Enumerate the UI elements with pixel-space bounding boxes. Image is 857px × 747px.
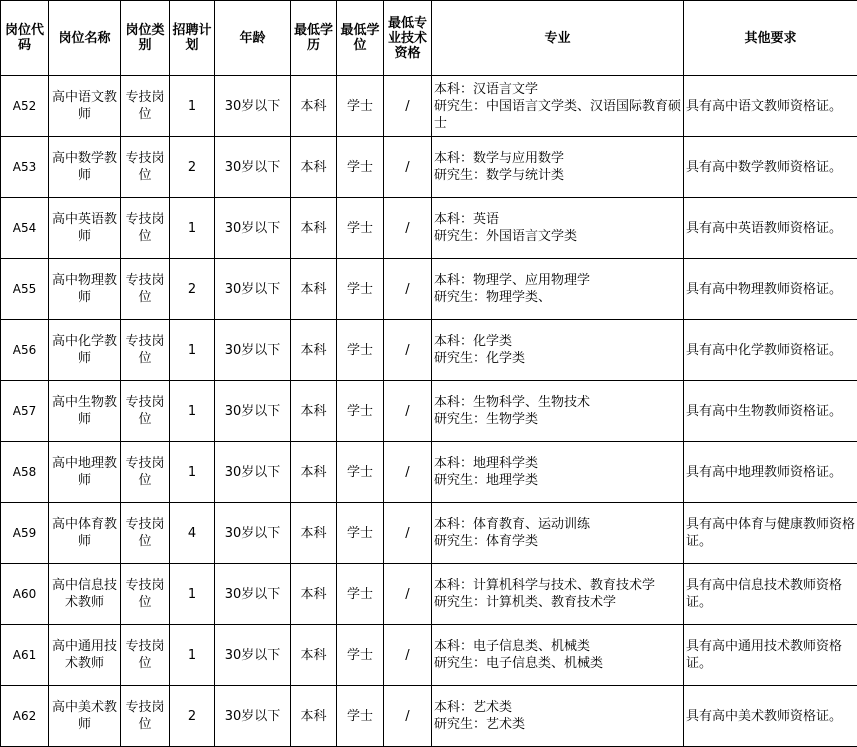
job-name-cell: 高中美术教师 [49,686,121,747]
qualification-cell: / [384,442,432,503]
major-cell [432,381,684,442]
other-requirement-cell: 具有高中信息技术教师资格证。 [684,564,857,625]
major-line: 本科：汉语言文学 [434,81,681,98]
job-code-cell: A57 [1,381,49,442]
major-line: 研究生：中国语言文学类、汉语国际教育硕士 [434,98,681,132]
other-requirement-cell: 具有高中语文教师资格证。 [684,76,857,137]
job-code-cell: A52 [1,76,49,137]
major-line: 研究生：体育学类 [434,533,681,550]
recruit-plan-cell: 1 [170,320,215,381]
recruit-plan-cell: 2 [170,259,215,320]
header-age: 年龄 [215,1,291,76]
qualification-cell: / [384,76,432,137]
job-code-cell: A53 [1,137,49,198]
table-row [1,320,857,381]
table-row [1,137,857,198]
job-category-cell: 专技岗位 [121,259,170,320]
qualification-cell: / [384,625,432,686]
major-line: 本科：化学类 [434,333,681,350]
recruit-plan-cell: 1 [170,625,215,686]
major-line: 本科：物理学、应用物理学 [434,272,681,289]
education-cell: 本科 [291,320,337,381]
recruit-plan-cell: 4 [170,503,215,564]
education-cell: 本科 [291,625,337,686]
job-category-cell: 专技岗位 [121,381,170,442]
job-code-cell: A59 [1,503,49,564]
major-line: 本科：体育教育、运动训练 [434,516,681,533]
major-line: 本科：地理科学类 [434,455,681,472]
recruit-plan-cell: 1 [170,381,215,442]
job-category-cell: 专技岗位 [121,76,170,137]
table-row [1,381,857,442]
age-cell: 30岁以下 [215,564,291,625]
major-cell [432,625,684,686]
recruit-plan-cell: 1 [170,564,215,625]
qualification-cell: / [384,137,432,198]
recruit-plan-cell: 1 [170,76,215,137]
header-category: 岗位类别 [121,1,170,76]
major-line: 研究生：生物学类 [434,411,681,428]
major-line: 研究生：电子信息类、机械类 [434,655,681,672]
major-line: 研究生：地理学类 [434,472,681,489]
degree-cell: 学士 [337,259,384,320]
job-name-cell: 高中英语教师 [49,198,121,259]
qualification-cell: / [384,259,432,320]
degree-cell: 学士 [337,320,384,381]
table-row [1,198,857,259]
recruit-plan-cell: 2 [170,137,215,198]
major-line: 本科：数学与应用数学 [434,150,681,167]
job-category-cell: 专技岗位 [121,442,170,503]
job-code-cell: A56 [1,320,49,381]
age-cell: 30岁以下 [215,442,291,503]
education-cell: 本科 [291,259,337,320]
degree-cell: 学士 [337,198,384,259]
major-line: 本科：电子信息类、机械类 [434,638,681,655]
header-degree: 最低学位 [337,1,384,76]
major-cell [432,442,684,503]
header-plan: 招聘计划 [170,1,215,76]
job-code-cell: A61 [1,625,49,686]
education-cell: 本科 [291,686,337,747]
major-line: 本科：生物科学、生物技术 [434,394,681,411]
other-requirement-cell: 具有高中美术教师资格证。 [684,686,857,747]
age-cell: 30岁以下 [215,137,291,198]
job-category-cell: 专技岗位 [121,137,170,198]
age-cell: 30岁以下 [215,381,291,442]
other-requirement-cell: 具有高中生物教师资格证。 [684,381,857,442]
other-requirement-cell: 具有高中数学教师资格证。 [684,137,857,198]
other-requirement-cell: 具有高中通用技术教师资格证。 [684,625,857,686]
job-name-cell: 高中信息技术教师 [49,564,121,625]
major-line: 本科：艺术类 [434,699,681,716]
degree-cell: 学士 [337,503,384,564]
qualification-cell: / [384,686,432,747]
major-line: 本科：英语 [434,211,681,228]
age-cell: 30岁以下 [215,625,291,686]
job-code-cell: A58 [1,442,49,503]
header-education: 最低学历 [291,1,337,76]
job-name-cell: 高中语文教师 [49,76,121,137]
education-cell: 本科 [291,442,337,503]
major-line: 研究生：化学类 [434,350,681,367]
major-cell [432,76,684,137]
education-cell: 本科 [291,137,337,198]
job-category-cell: 专技岗位 [121,503,170,564]
major-cell [432,198,684,259]
header-other: 其他要求 [684,1,857,76]
other-requirement-cell: 具有高中英语教师资格证。 [684,198,857,259]
major-line: 研究生：计算机类、教育技术学 [434,594,681,611]
education-cell: 本科 [291,503,337,564]
job-code-cell: A54 [1,198,49,259]
table-row [1,564,857,625]
major-cell [432,259,684,320]
major-line: 研究生：数学与统计类 [434,167,681,184]
table-row [1,76,857,137]
major-line: 研究生：艺术类 [434,716,681,733]
major-line: 研究生：物理学类、 [434,289,681,306]
job-category-cell: 专技岗位 [121,686,170,747]
table-row [1,686,857,747]
major-cell [432,320,684,381]
age-cell: 30岁以下 [215,686,291,747]
major-cell [432,503,684,564]
header-code: 岗位代码 [1,1,49,76]
age-cell: 30岁以下 [215,259,291,320]
degree-cell: 学士 [337,686,384,747]
age-cell: 30岁以下 [215,503,291,564]
age-cell: 30岁以下 [215,198,291,259]
job-name-cell: 高中数学教师 [49,137,121,198]
qualification-cell: / [384,503,432,564]
table-row [1,503,857,564]
degree-cell: 学士 [337,76,384,137]
header-row [1,1,857,76]
job-category-cell: 专技岗位 [121,625,170,686]
qualification-cell: / [384,320,432,381]
education-cell: 本科 [291,564,337,625]
job-name-cell: 高中通用技术教师 [49,625,121,686]
degree-cell: 学士 [337,137,384,198]
major-line: 研究生：外国语言文学类 [434,228,681,245]
job-name-cell: 高中地理教师 [49,442,121,503]
other-requirement-cell: 具有高中化学教师资格证。 [684,320,857,381]
qualification-cell: / [384,198,432,259]
education-cell: 本科 [291,198,337,259]
job-code-cell: A60 [1,564,49,625]
degree-cell: 学士 [337,564,384,625]
age-cell: 30岁以下 [215,76,291,137]
other-requirement-cell: 具有高中物理教师资格证。 [684,259,857,320]
major-cell [432,137,684,198]
recruit-plan-cell: 1 [170,442,215,503]
job-category-cell: 专技岗位 [121,320,170,381]
job-code-cell: A62 [1,686,49,747]
table-body [1,76,857,747]
qualification-cell: / [384,381,432,442]
recruit-plan-cell: 1 [170,198,215,259]
other-requirement-cell: 具有高中地理教师资格证。 [684,442,857,503]
education-cell: 本科 [291,76,337,137]
major-cell [432,686,684,747]
job-name-cell: 高中物理教师 [49,259,121,320]
qualification-cell: / [384,564,432,625]
major-cell [432,564,684,625]
degree-cell: 学士 [337,381,384,442]
job-name-cell: 高中化学教师 [49,320,121,381]
table-row [1,625,857,686]
recruit-plan-cell: 2 [170,686,215,747]
header-major: 专业 [432,1,684,76]
age-cell: 30岁以下 [215,320,291,381]
header-qualification: 最低专业技术资格 [384,1,432,76]
job-category-cell: 专技岗位 [121,564,170,625]
job-code-cell: A55 [1,259,49,320]
degree-cell: 学士 [337,625,384,686]
job-name-cell: 高中体育教师 [49,503,121,564]
job-category-cell: 专技岗位 [121,198,170,259]
table-row [1,442,857,503]
table-row [1,259,857,320]
education-cell: 本科 [291,381,337,442]
other-requirement-cell: 具有高中体育与健康教师资格证。 [684,503,857,564]
degree-cell: 学士 [337,442,384,503]
header-name: 岗位名称 [49,1,121,76]
job-name-cell: 高中生物教师 [49,381,121,442]
major-line: 本科：计算机科学与技术、教育技术学 [434,577,681,594]
